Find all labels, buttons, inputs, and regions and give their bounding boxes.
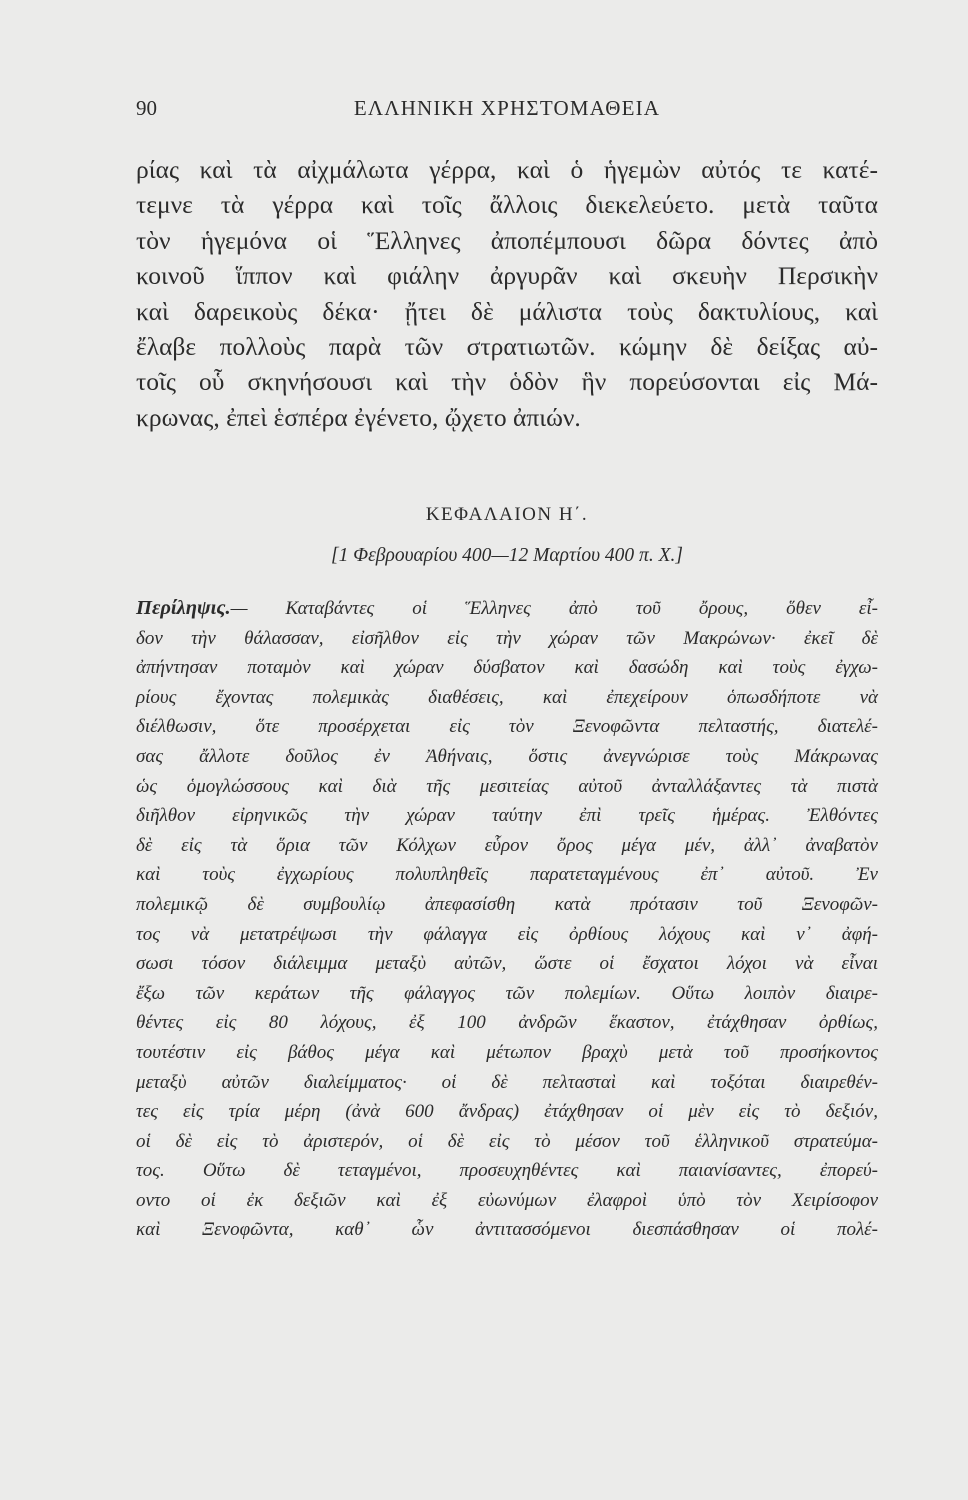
text-line: ρίας καὶ τὰ αἰχμάλωτα γέρρα, καὶ ὁ ἡγεμὼν αὐτός τε κατέ-	[136, 155, 878, 184]
chapter-dates: [1 Φεβρουαρίου 400—12 Μαρτίου 400 π. Χ.]	[331, 545, 683, 566]
text-line: καὶ δαρεικοὺς δέκα· ᾔτει δὲ μάλιστα τοὺς δακτυλίους, καὶ	[136, 296, 878, 326]
text-line: τὸν ἡγεμόνα οἱ Ἕλληνες ἀποπέμπουσι δῶρα δόντες ἀπὸ	[136, 225, 878, 255]
summary-line: σας ἄλλοτε δοῦλος ἐν Ἀθήναις, ὅστις ἀνεγνώρισε τοὺς Μάκρωνας	[136, 745, 878, 767]
text-line: τεμνε τὰ γέρρα καὶ τοῖς ἄλλοις διεκελεύετο. μετὰ ταῦτα	[136, 190, 878, 220]
summary-line: πολεμικῷ δὲ συμβουλίῳ ἀπεφασίσθη κατὰ πρότασιν τοῦ Ξενοφῶν-	[136, 893, 878, 915]
summary-line: μεταξὺ αὐτῶν διαλείμματος· οἱ δὲ πελτασταὶ καὶ τοξόται διαιρεθέν-	[136, 1071, 878, 1093]
summary-line: τος. Οὕτω δὲ τεταγμένοι, προσευχηθέντες καὶ παιανίσαντες, ἐπορεύ-	[136, 1160, 878, 1182]
summary-line: ὡς ὁμογλώσσους καὶ διὰ τῆς μεσιτείας αὐτοῦ ἀνταλλάξαντες τὰ πιστὰ	[136, 775, 878, 797]
summary-line: τουτέστιν εἰς βάθος μέγα καὶ μέτωπον βραχὺ μετὰ τοῦ προσήκοντος	[136, 1041, 878, 1063]
summary-line: καὶ τοὺς ἐγχωρίους πολυπληθεῖς παρατεταγμένους ἐπ᾽ αὐτοῦ. Ἐν	[136, 864, 878, 886]
summary-line: σωσι τόσον διάλειμμα μεταξὺ αὐτῶν, ὥστε οἱ ἔσχατοι λόχοι νὰ εἶναι	[136, 953, 878, 975]
summary-line: διῆλθον εἰρηνικῶς τὴν χώραν ταύτην ἐπὶ τρεῖς ἡμέρας. Ἐλθόντες	[136, 805, 878, 827]
summary-first-line	[136, 594, 878, 624]
summary-line: ρίους ἔχοντας πολεμικὰς διαθέσεις, καὶ ἐπεχείρουν ὁπωσδήποτε νὰ	[136, 686, 878, 708]
summary-line: καὶ Ξενοφῶντα, καθ᾽ ὧν ἀντιτασσόμενοι διεσπάσθησαν οἱ πολέ-	[136, 1219, 878, 1241]
text-line: ἔλαβε πολλοὺς παρὰ τῶν στρατιωτῶν. κώμην δὲ δείξας αὐ-	[136, 331, 878, 361]
text-line: κοινοῦ ἵππον καὶ φιάλην ἀργυρᾶν καὶ σκευὴν Περσικὴν	[136, 261, 878, 291]
summary-line: θέντες εἰς 80 λόχους, ἐξ 100 ἀνδρῶν ἕκαστον, ἐτάχθησαν ὀρθίως,	[136, 1012, 878, 1034]
page-header	[136, 96, 878, 126]
running-title: ΕΛΛΗΝΙΚΗ ΧΡΗΣΤΟΜΑΘΕΙΑ	[353, 96, 661, 120]
summary-line: ἀπήντησαν ποταμὸν καὶ χώραν δύσβατον καὶ δασώδη καὶ τοὺς ἐγχω-	[136, 657, 878, 679]
summary-line: δον τὴν θάλασσαν, εἰσῆλθον εἰς τὴν χώραν τῶν Μακρώνων· ἐκεῖ δὲ	[136, 627, 878, 649]
summary-heading: Περίληψις.	[136, 597, 231, 619]
summary-line: οντο οἱ ἐκ δεξιῶν καὶ ἐξ εὐωνύμων ἐλαφροὶ ὑπὸ τὸν Χειρίσοφον	[136, 1189, 878, 1211]
main-text-block	[136, 152, 878, 435]
text-line: τοῖς οὗ σκηνήσουσι καὶ τὴν ὁδὸν ἣν πορεύσονται εἰς Μά-	[136, 367, 878, 397]
summary-line: τος νὰ μετατρέψωσι τὴν φάλαγγα εἰς ὀρθίους λόχους καὶ ν᾽ ἀφή-	[136, 923, 878, 945]
summary-block	[136, 594, 878, 1245]
chapter-title: ΚΕΦΑΛΑΙΟΝ Η΄.	[425, 504, 589, 525]
summary-line: διέλθωσιν, ὅτε προσέρχεται εἰς τὸν Ξενοφῶντα πελταστής, διατελέ-	[136, 716, 878, 738]
summary-line: ἔξω τῶν κεράτων τῆς φάλαγγος τῶν πολεμίων. Οὕτω λοιπὸν διαιρε-	[136, 982, 878, 1004]
page-number: 90	[136, 96, 157, 120]
summary-line: οἱ δὲ εἰς τὸ ἀριστερόν, οἱ δὲ εἰς τὸ μέσον τοῦ ἑλληνικοῦ στρατεύμα-	[136, 1130, 878, 1152]
summary-line: δὲ εἰς τὰ ὅρια τῶν Κόλχων εὗρον ὄρος μέγα μέν, ἀλλ᾽ ἀναβατὸν	[136, 834, 878, 856]
summary-line: τες εἰς τρία μέρη (ἀνὰ 600 ἄνδρας) ἐτάχθησαν οἱ μὲν εἰς τὸ δεξιόν,	[136, 1101, 878, 1123]
summary-first-line-text: — Καταβάντες οἱ Ἕλληνες ἀπὸ τοῦ ὄρους, ὅθεν εἶ-	[230, 598, 878, 619]
text-line: κρωνας, ἐπεὶ ἑσπέρα ἐγένετο, ᾤχετο ἀπιών.	[136, 402, 581, 432]
